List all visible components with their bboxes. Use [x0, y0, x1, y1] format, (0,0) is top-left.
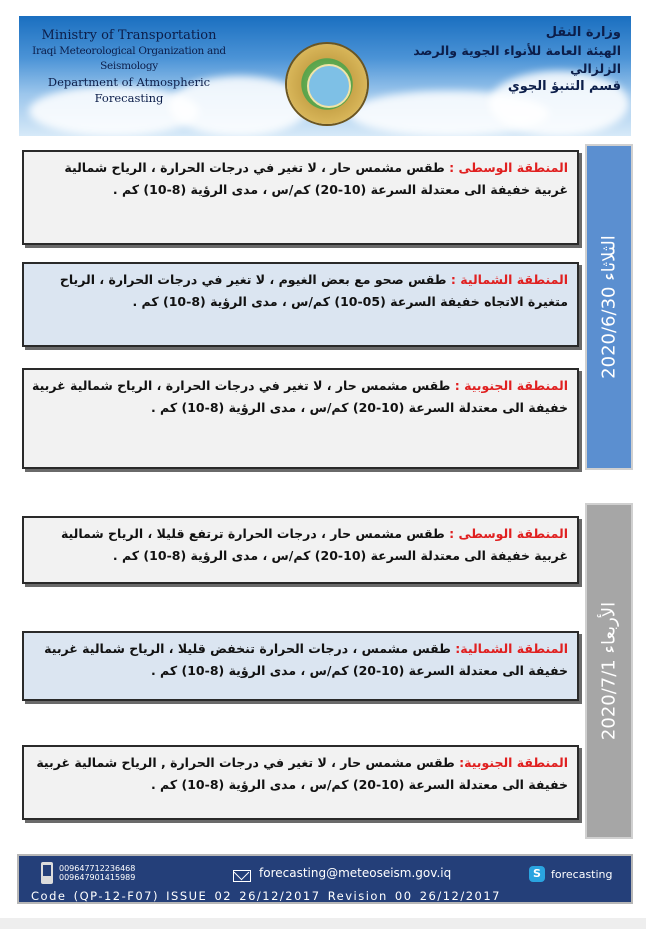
forecast-box-central [22, 516, 579, 584]
skype-icon: S [529, 866, 545, 882]
forecast-box-central [22, 150, 579, 245]
region-label: المنطقة الوسطى : [449, 160, 568, 175]
organization-ar: الهيئة العامة للأنواء الجوية والرصد الزلزالي [413, 43, 621, 76]
region-label: المنطقة الجنوبية : [454, 378, 568, 393]
day-label: الأربعاء 2020/7/1 [598, 601, 620, 741]
phone-number: 009647901415989 [59, 873, 136, 882]
document-code: Code (QP-12-F07) ISSUE 02 26/12/2017 Revision 00 26/12/2017 [31, 889, 501, 903]
phone-icon [41, 862, 53, 884]
forecast-text: طقس مشمس حار ، لا تغير في درجات الحرارة ، الرياح شمالية غربية خفيفة الى معتدلة السرعة (10-20) كم/س ، مدى الرؤية (8-10) كم . [64, 160, 568, 197]
day-label: الثلاثاء 2020/6/30 [598, 235, 620, 379]
phone-number: 009647712236468 [59, 864, 136, 873]
forecast-text: طقس مشمس حار ، لا تغير في درجات الحرارة ، الرياح شمالية غربية خفيفة الى معتدلة السرعة (10-20) كم/س ، مدى الرؤية (8-10) كم . [31, 378, 568, 415]
ministry-ar: وزارة النقل [545, 25, 621, 40]
header-arabic [401, 24, 621, 96]
forecast-text: طقس مشمس حار ، لا تغير في درجات الحرارة , الرياح شمالية غربية خفيفة الى معتدلة السرعة (10-20) كم/س ، مدى الرؤية (8-10) كم . [36, 755, 568, 792]
footer [17, 854, 633, 904]
forecast-text: طقس مشمس ، درجات الحرارة تنخفض قليلا ، الرياح شمالية غربية خفيفة الى معتدلة السرعة (10-20) كم/س ، مدى الرؤية (8-10) كم . [44, 641, 568, 678]
forecast-box-north [22, 262, 579, 347]
organization-en: Iraqi Meteorological Organization and Seismology [32, 45, 226, 72]
page-bottom-edge [0, 918, 646, 929]
header-english [19, 28, 239, 106]
department-en: Department of Atmospheric Forecasting [47, 75, 211, 105]
forecast-text: طقس صحو مع بعض الغيوم ، لا تغير في درجات الحرارة ، الرياح متغيرة الاتجاه خفيفة السرعة (05-10) كم/س ، مدى الرؤية (8-10) كم . [59, 272, 568, 309]
phone-numbers [59, 864, 135, 882]
mail-icon [233, 870, 251, 882]
department-ar: قسم التنبؤ الجوي [507, 79, 621, 94]
ministry-en: Ministry of Transportation [41, 28, 217, 43]
skype-handle: forecasting [551, 868, 613, 881]
forecast-box-north [22, 631, 579, 701]
forecast-box-south [22, 368, 579, 469]
region-label: المنطقة الشمالية : [450, 272, 568, 287]
header-banner [19, 16, 631, 136]
logo [287, 44, 367, 124]
forecast-box-south [22, 745, 579, 820]
logo-emblem [307, 64, 351, 108]
forecast-text: طقس مشمس حار ، درجات الحرارة ترتفع قليلا ، الرياح شمالية غربية خفيفة الى معتدلة السرعة (10-20) كم/س ، مدى الرؤية (8-10) كم . [60, 526, 568, 563]
email-link[interactable]: forecasting@meteoseism.gov.iq [259, 866, 452, 880]
region-label: المنطقة الجنوبية: [459, 755, 568, 770]
day-tab-wednesday [585, 503, 633, 839]
region-label: المنطقة الشمالية: [455, 641, 568, 656]
region-label: المنطقة الوسطى : [449, 526, 568, 541]
day-tab-tuesday [585, 144, 633, 470]
